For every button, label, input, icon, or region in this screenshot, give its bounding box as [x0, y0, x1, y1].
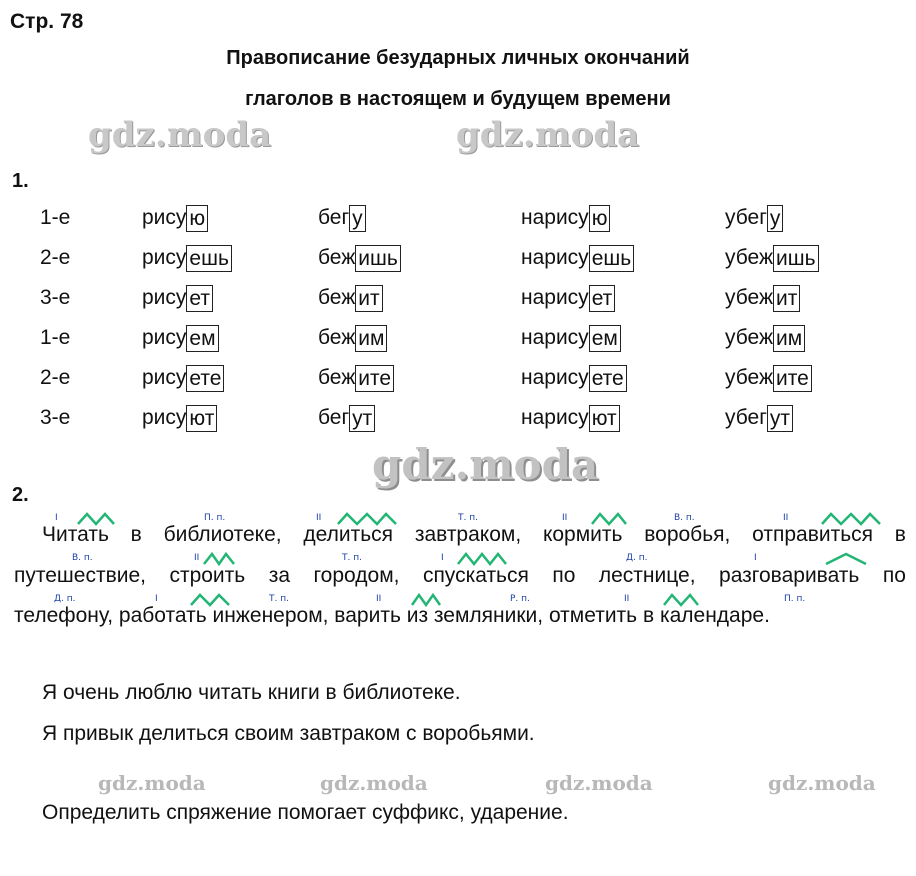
verb-form — [725, 362, 812, 394]
verb-form — [318, 322, 387, 354]
word: Читать — [42, 523, 109, 546]
verb-form — [142, 402, 217, 434]
verb-form — [521, 362, 627, 394]
verb-ending: ишь — [773, 245, 819, 272]
verb-stem: нарису — [521, 246, 589, 269]
example-sentence-1: Я очень люблю читать книги в библиотеке. — [42, 681, 461, 704]
verb-stem: рису — [142, 246, 187, 269]
case-mark: Д. п. — [54, 594, 76, 604]
conjugation-mark: I — [55, 513, 58, 523]
verb-stem: рису — [142, 286, 187, 309]
case-mark: В. п. — [72, 553, 93, 563]
verb-stem: убег — [725, 206, 767, 229]
verb-stem: беж — [318, 286, 356, 309]
watermark: gdz.moda — [372, 440, 599, 489]
verb-stem: нарису — [521, 206, 589, 229]
verb-form — [142, 282, 213, 314]
verb-form — [318, 282, 383, 314]
exercise-2-line-2 — [14, 564, 906, 588]
verb-ending: ете — [186, 365, 224, 392]
section-1-number: 1. — [12, 170, 29, 192]
page-title-line-1: Правописание безударных личных окончаний — [226, 47, 690, 69]
word: библиотеке, — [163, 523, 282, 546]
word: спускаться — [422, 564, 529, 587]
person-label: 2-е — [40, 246, 71, 269]
verb-ending: ешь — [186, 245, 231, 272]
verb-ending: ю — [186, 205, 208, 232]
verb-stem: убеж — [725, 286, 774, 309]
word: отправиться — [752, 523, 874, 546]
verb-ending: ю — [589, 205, 611, 232]
conjugation-mark: II — [562, 513, 568, 523]
verb-form — [318, 202, 366, 234]
watermark: gdz.moda — [88, 115, 272, 155]
case-mark: Т. п. — [458, 513, 478, 523]
verb-form — [318, 242, 401, 274]
word: в — [130, 523, 142, 546]
verb-form — [725, 322, 805, 354]
case-mark: В. п. — [674, 513, 695, 523]
case-mark: П. п. — [204, 513, 226, 523]
verb-form — [142, 202, 208, 234]
verb-ending: ите — [773, 365, 812, 392]
verb-ending: ут — [349, 405, 375, 432]
verb-stem: нарису — [521, 326, 589, 349]
verb-stem: рису — [142, 366, 187, 389]
verb-stem: рису — [142, 406, 187, 429]
verb-form — [521, 242, 634, 274]
verb-stem: беж — [318, 246, 356, 269]
word: лестнице, — [598, 564, 696, 587]
verb-form — [725, 242, 819, 274]
verb-form — [521, 402, 620, 434]
case-mark: Т. п. — [342, 553, 362, 563]
watermark: gdz.moda — [320, 771, 428, 795]
word: по — [882, 564, 906, 587]
verb-ending: ит — [355, 285, 382, 312]
verb-stem: нарису — [521, 286, 589, 309]
verb-form — [725, 402, 793, 434]
watermark: gdz.moda — [98, 771, 206, 795]
verb-stem: бег — [318, 206, 350, 229]
verb-form — [318, 362, 394, 394]
watermark: gdz.moda — [456, 115, 640, 155]
person-label: 1-е — [40, 206, 71, 229]
page-title-line-2: глаголов в настоящем и будущем времени — [245, 88, 671, 110]
verb-ending: ут — [767, 405, 793, 432]
word: городом, — [313, 564, 400, 587]
verb-ending: у — [349, 205, 366, 232]
verb-form — [725, 202, 783, 234]
conclusion-text: Определить спряжение помогает суффикс, ударение. — [42, 801, 569, 824]
verb-ending: ют — [186, 405, 217, 432]
verb-ending: ем — [186, 325, 218, 352]
verb-ending: у — [767, 205, 784, 232]
person-label: 3-е — [40, 406, 71, 429]
conjugation-mark: I — [441, 553, 444, 563]
word: завтраком, — [414, 523, 522, 546]
example-sentence-2: Я привык делиться своим завтраком с воробьями. — [42, 722, 535, 745]
verb-form — [521, 202, 610, 234]
verb-stem: убеж — [725, 246, 774, 269]
verb-ending: ет — [186, 285, 213, 312]
verb-stem: убеж — [725, 366, 774, 389]
watermark: gdz.moda — [768, 771, 876, 795]
verb-stem: убег — [725, 406, 767, 429]
verb-form — [725, 282, 800, 314]
conjugation-mark: II — [316, 513, 322, 523]
verb-form — [521, 282, 615, 314]
verb-stem: рису — [142, 326, 187, 349]
word: путешествие, — [14, 564, 146, 587]
verb-form — [142, 362, 224, 394]
verb-stem: нарису — [521, 406, 589, 429]
verb-stem: нарису — [521, 366, 589, 389]
verb-ending: ем — [589, 325, 621, 352]
conjugation-mark: II — [376, 594, 382, 604]
person-label: 1-е — [40, 326, 71, 349]
conjugation-mark: II — [783, 513, 789, 523]
word: строить — [169, 564, 246, 587]
verb-ending: ите — [355, 365, 394, 392]
verb-form — [521, 322, 621, 354]
watermark: gdz.moda — [545, 771, 653, 795]
verb-ending: ит — [773, 285, 800, 312]
verb-form — [142, 242, 232, 274]
verb-form — [318, 402, 375, 434]
verb-stem: рису — [142, 206, 187, 229]
word: делиться — [303, 523, 394, 546]
verb-stem: бег — [318, 406, 350, 429]
word: кормить — [542, 523, 623, 546]
case-mark: Р. п. — [510, 594, 530, 604]
case-mark: Д. п. — [626, 553, 648, 563]
verb-form — [142, 322, 219, 354]
verb-ending: ишь — [355, 245, 401, 272]
verb-stem: беж — [318, 366, 356, 389]
word: разговаривать — [719, 564, 860, 587]
exercise-2-line-1 — [42, 523, 906, 547]
section-2-number: 2. — [12, 484, 29, 506]
verb-ending: ют — [589, 405, 620, 432]
verb-ending: ет — [589, 285, 616, 312]
verb-ending: им — [773, 325, 805, 352]
exercise-2-line-3: телефону, работать инженером, варить из земляники, отметить в календаре. — [14, 604, 770, 627]
verb-stem: беж — [318, 326, 356, 349]
word: за — [268, 564, 291, 587]
verb-stem: убеж — [725, 326, 774, 349]
conjugation-mark: I — [754, 553, 757, 563]
verb-ending: им — [355, 325, 387, 352]
page-number: Стр. 78 — [10, 10, 84, 33]
case-mark: П. п. — [784, 594, 806, 604]
word: воробья, — [644, 523, 731, 546]
person-label: 2-е — [40, 366, 71, 389]
word: по — [552, 564, 576, 587]
person-label: 3-е — [40, 286, 71, 309]
verb-ending: ешь — [589, 245, 634, 272]
conjugation-mark: I — [155, 594, 158, 604]
conjugation-mark: II — [624, 594, 630, 604]
verb-ending: ете — [589, 365, 627, 392]
word: в — [894, 523, 906, 546]
conjugation-mark: II — [194, 553, 200, 563]
case-mark: Т. п. — [269, 594, 289, 604]
